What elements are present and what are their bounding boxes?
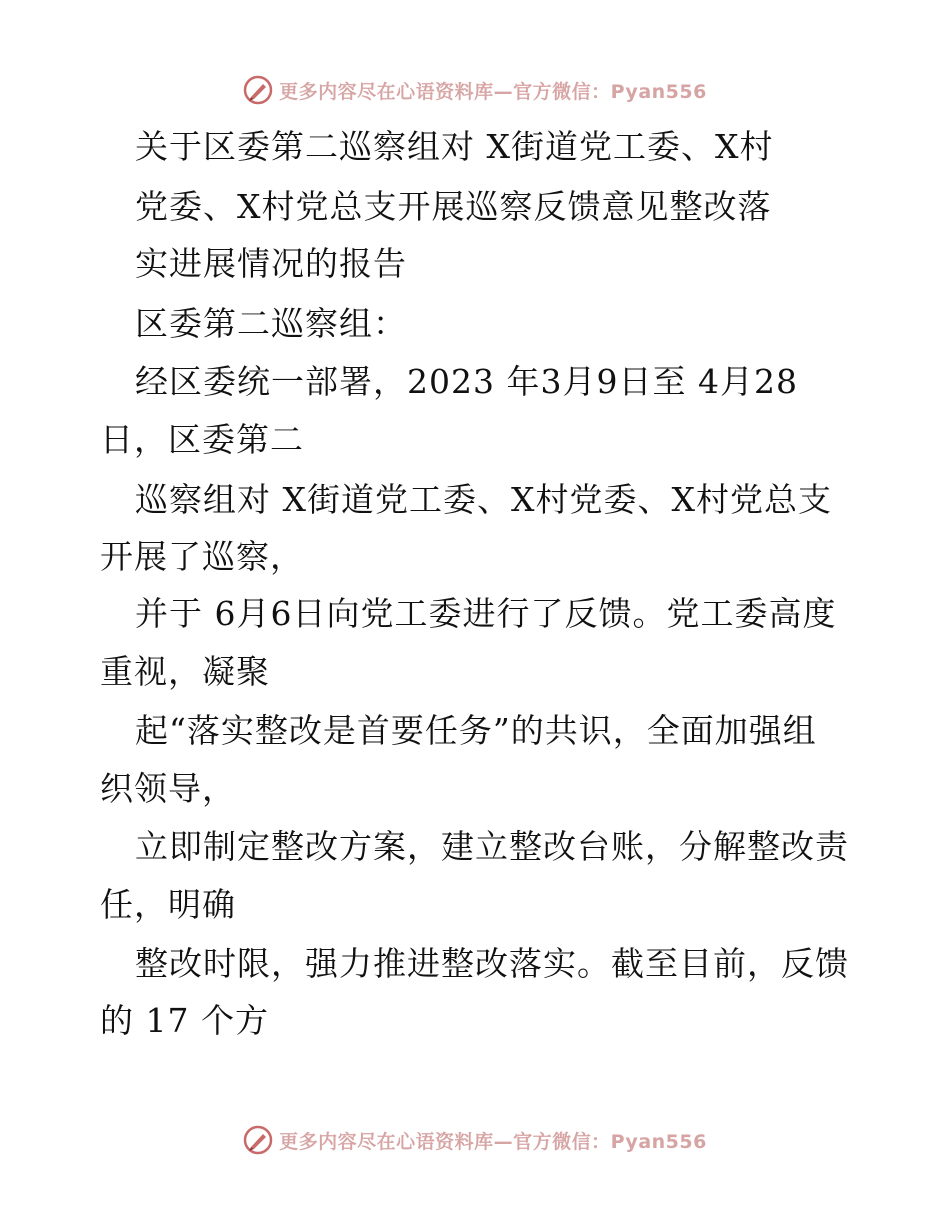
body-line: 整改时限，强力推进整改落实。截至目前，反馈 (135, 944, 849, 983)
body-line: 织领导， (100, 769, 236, 808)
body-line: 任，明确 (100, 885, 236, 924)
body-line: 开展了巡察， (100, 537, 304, 576)
footer-watermark (0, 1120, 950, 1160)
body-line: 起“落实整改是首要任务”的共识，全面加强组 (135, 711, 817, 750)
watermark-text: 更多内容尽在心语资料库—官方微信：Pyan556 (279, 80, 707, 103)
body-line: 日，区委第二 (100, 420, 304, 459)
body-line: 并于 6月6日向党工委进行了反馈。党工委高度 (135, 594, 837, 633)
title-line-3: 实进展情况的报告 (135, 244, 407, 283)
salutation: 区委第二巡察组： (135, 304, 407, 343)
title-line-1: 关于区委第二巡察组对 X街道党工委、X村 (135, 127, 774, 166)
body-line: 巡察组对 X街道党工委、X村党委、X村党总支 (135, 480, 832, 519)
body-line: 重视，凝聚 (100, 652, 270, 691)
body-line: 的 17 个方 (100, 1001, 269, 1040)
quill-logo-icon (243, 1125, 273, 1155)
watermark-text: 更多内容尽在心语资料库—官方微信：Pyan556 (279, 1130, 707, 1153)
body-line: 经区委统一部署，2023 年3月9日至 4月28 (135, 362, 798, 401)
title-line-2: 党委、X村党总支开展巡察反馈意见整改落 (135, 187, 772, 226)
body-line: 立即制定整改方案，建立整改台账，分解整改责 (135, 827, 849, 866)
